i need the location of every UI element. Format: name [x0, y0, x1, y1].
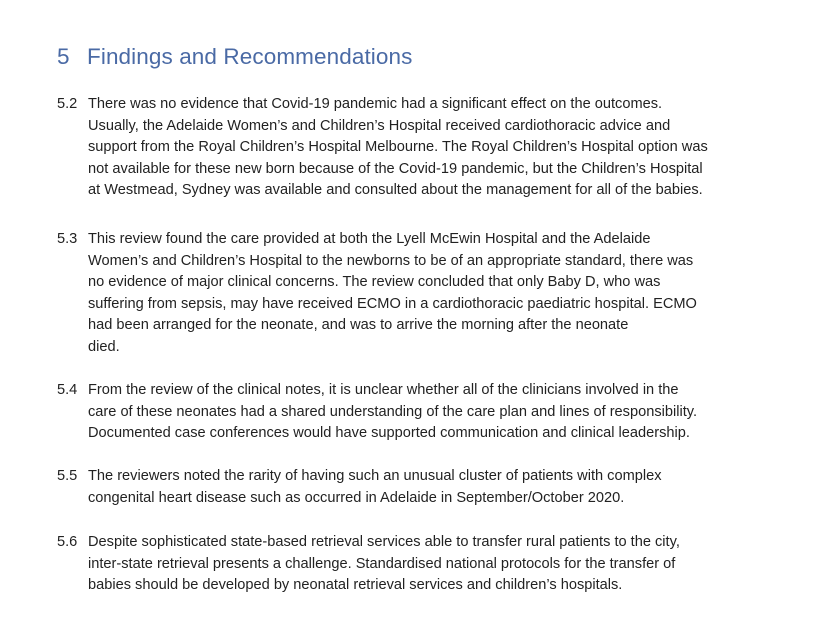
text-line: died. [88, 338, 120, 355]
text-line: had been arranged for the neonate, and was to arrive the morning after the neonate [88, 317, 629, 333]
text-line: not available for these new born because of the Covid-19 pandemic, but the Children’s Hospital [88, 160, 703, 177]
text-line: inter-state retrieval presents a challenge. Standardised national protocols for the transfer of [88, 555, 676, 572]
paragraph-text [88, 532, 680, 597]
text-line: babies should be developed by neonatal retrieval services and children’s hospitals. [88, 577, 623, 593]
paragraph-number: 5.4 [57, 382, 78, 398]
paragraph-number: 5.6 [57, 534, 78, 550]
section-title: Findings and Recommendations [87, 44, 413, 69]
paragraph-number: 5.3 [57, 231, 78, 247]
text-line: Despite sophisticated state-based retrieval services able to transfer rural patients to the city, [88, 534, 680, 550]
text-line: Documented case conferences would have supported communication and clinical leadership. [88, 425, 690, 441]
paragraph-text [88, 94, 708, 202]
text-line: care of these neonates had a shared understanding of the care plan and lines of responsibility. [88, 403, 698, 420]
paragraph-text [88, 466, 662, 509]
text-line: From the review of the clinical notes, it is unclear whether all of the clinicians involved in the [88, 382, 679, 398]
section-number: 5 [57, 44, 70, 69]
paragraph-number: 5.5 [57, 468, 78, 484]
text-line: There was no evidence that Covid-19 pandemic had a significant effect on the outcomes. [88, 96, 663, 112]
text-line: Usually, the Adelaide Women’s and Children’s Hospital received cardiothoracic advice and [88, 117, 671, 134]
paragraph-text [88, 229, 697, 358]
paragraph-text [88, 380, 697, 445]
text-line: Women’s and Children’s Hospital to the newborns to be of an appropriate standard, there was [88, 252, 694, 269]
text-line: congenital heart disease such as occurred in Adelaide in September/October 2020. [88, 489, 625, 506]
text-line: at Westmead, Sydney was available and consulted about the management for all of the babies. [88, 182, 703, 198]
text-line: support from the Royal Children’s Hospital Melbourne. The Royal Children’s Hospital option was [88, 139, 708, 155]
text-line: This review found the care provided at both the Lyell McEwin Hospital and the Adelaide [88, 231, 651, 247]
paragraph-number: 5.2 [57, 96, 78, 112]
text-line: no evidence of major clinical concerns. The review concluded that only Baby D, who was [88, 274, 661, 290]
section-heading [57, 44, 412, 70]
text-line: suffering from sepsis, may have received ECMO in a cardiothoracic paediatric hospital. ECMO [88, 295, 697, 312]
text-line: The reviewers noted the rarity of having such an unusual cluster of patients with complex [88, 468, 662, 484]
